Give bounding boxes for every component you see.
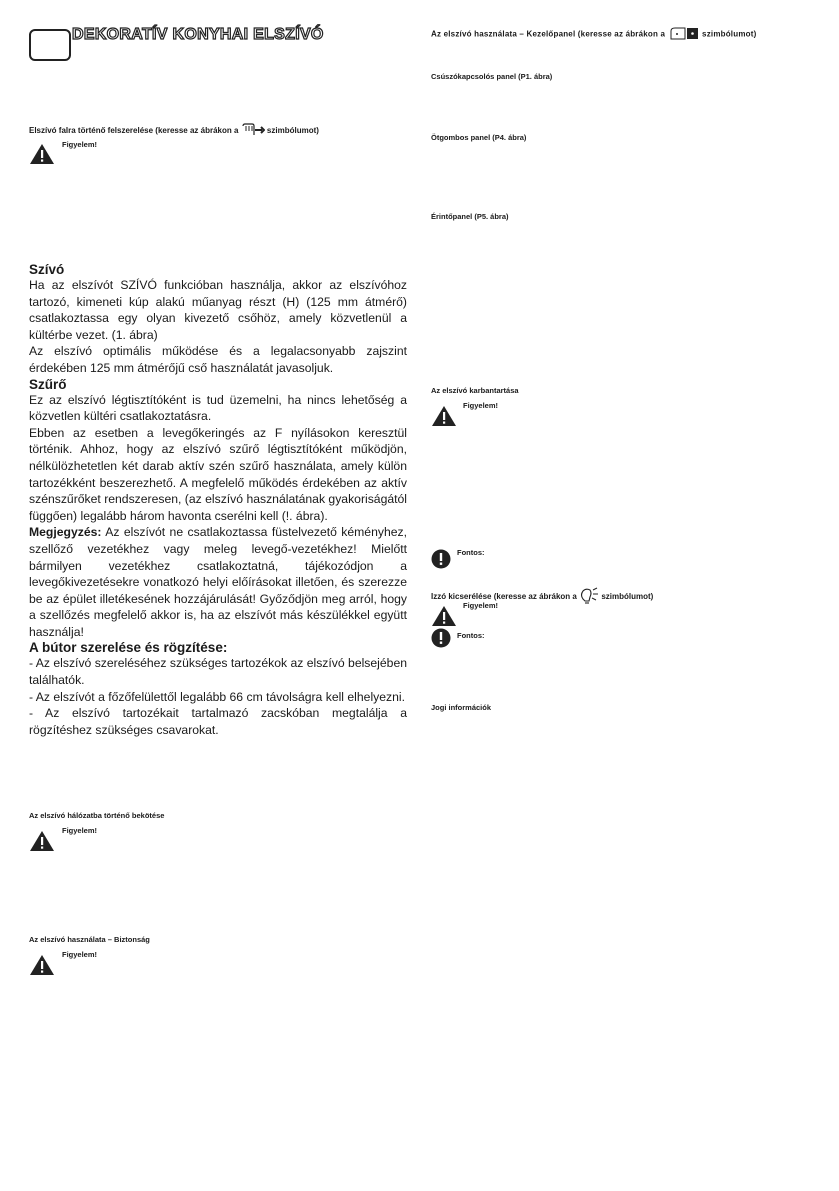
slider-panel-heading: Csúszókapcsolós panel (P1. ábra): [431, 72, 553, 81]
left-main-text: [29, 262, 407, 738]
warning-label: Figyelem!: [62, 950, 98, 959]
section-heading-szivo: Szívó: [29, 262, 65, 277]
wall-mount-heading-text: Elszívó falra történő felszerelése (keresse az ábrákon a: [29, 126, 239, 136]
tools-icon: [241, 123, 265, 139]
important-icon: [431, 549, 451, 574]
paragraph: Az elszívó optimális működése és a legalacsonyabb zajszint érdekében 125 mm átmérőjű cső használatát javasoljuk.: [29, 344, 407, 375]
list-item: - Az elszívó tartozékait tartalmazó zacskóban megtalálja a rögzítéshez szükséges csavarokat.: [29, 706, 407, 737]
paragraph: Ha az elszívót SZÍVÓ funkcióban használja, akkor az elszívóhoz tartozó, kimeneti kúp alakú műanyag részt (H) (125 mm átmérő) csatlakoztassa egy olyan kivezető csőhöz, amely közvetlenül a kültérbe vezet. (1. ábra): [29, 278, 407, 342]
wall-mount-heading: [29, 123, 319, 139]
language-box: [29, 29, 71, 61]
warning-label: Figyelem!: [62, 826, 98, 835]
important-icon: [431, 628, 451, 653]
page-title: DEKORATÍV KONYHAI ELSZÍVÓ: [72, 26, 324, 43]
control-panel-heading: [431, 27, 756, 42]
five-button-panel-heading: Ötgombos panel (P4. ábra): [431, 133, 527, 142]
control-panel-heading-text: Az elszívó használata – Kezelőpanel (keresse az ábrákon a: [431, 29, 666, 39]
warning-icon: [29, 830, 55, 857]
bulb-heading-text: Izzó kicserélése (keresse az ábrákon a: [431, 592, 577, 602]
network-heading: Az elszívó hálózatba történő bekötése: [29, 811, 165, 820]
maintenance-heading: Az elszívó karbantartása: [431, 386, 519, 395]
bulb-heading-suffix: szimbólumot): [601, 592, 654, 602]
section-heading-mounting: A bútor szerelése és rögzítése:: [29, 640, 228, 656]
warning-icon: [29, 954, 55, 981]
safety-heading: Az elszívó használata – Biztonság: [29, 935, 150, 944]
bulb-icon: [579, 587, 599, 607]
note-text: Az elszívót ne csatlakoztassa füstelvezető kéményhez, szellőző vezetékhez vagy meleg levegő-vezetékhez! Mielőtt bármilyen vezetékhez csatlakoztatná, tájékozódjon a levegőkivezetésekre vonatkozó helyi előírásokat illetően, és szerezze be az épület illetékesének hozzájárulását! Győződjön meg arról, hogy a szellőzés megfelelő akkor is, ha az elszívót más készülékkel együtt használja!: [29, 525, 407, 639]
list-item: - Az elszívót a főzőfelülettől legalább 66 cm távolságra kell elhelyezni.: [29, 689, 405, 704]
legal-heading: Jogi információk: [431, 703, 492, 712]
list-item: - Az elszívó szereléséhez szükséges tartozékok az elszívó belsejében találhatók.: [29, 656, 408, 688]
warning-icon: [431, 405, 457, 432]
warning-icon: [29, 143, 55, 170]
touch-panel-heading: Érintőpanel (P5. ábra): [431, 212, 509, 221]
control-panel-icon: [668, 27, 700, 42]
wall-mount-heading-suffix: szimbólumot): [266, 126, 319, 136]
note-label: Megjegyzés:: [29, 525, 102, 540]
warning-label: Figyelem!: [62, 140, 98, 149]
section-heading-szuro: Szűrő: [29, 376, 67, 392]
warning-label: Figyelem!: [463, 401, 499, 410]
paragraph: Ebben az esetben a levegőkeringés az F nyílásokon keresztül történik. Ahhoz, hogy az elszívó szűrő légtisztítóként működjön, nélkülözhetetlen két darab aktív szén szűrő használata, amely külön tartozékként beszerezhető. A megfelelő működés érdekében az aktív szénszűrőket rendszeresen, (az elszívó használatának gyakoriságától függően) legalább három havonta cserélni kell (!. ábra).: [29, 425, 408, 523]
important-label: Fontos:: [457, 548, 485, 557]
note-paragraph: [29, 524, 407, 640]
important-label: Fontos:: [457, 631, 485, 640]
control-panel-heading-suffix: szimbólumot): [702, 29, 757, 39]
paragraph: Ez az elszívó légtisztítóként is tud üzemelni, ha nincs lehetőség a közvetlen kültéri csatlakoztatásra.: [29, 392, 407, 424]
warning-label: Figyelem!: [463, 601, 499, 610]
